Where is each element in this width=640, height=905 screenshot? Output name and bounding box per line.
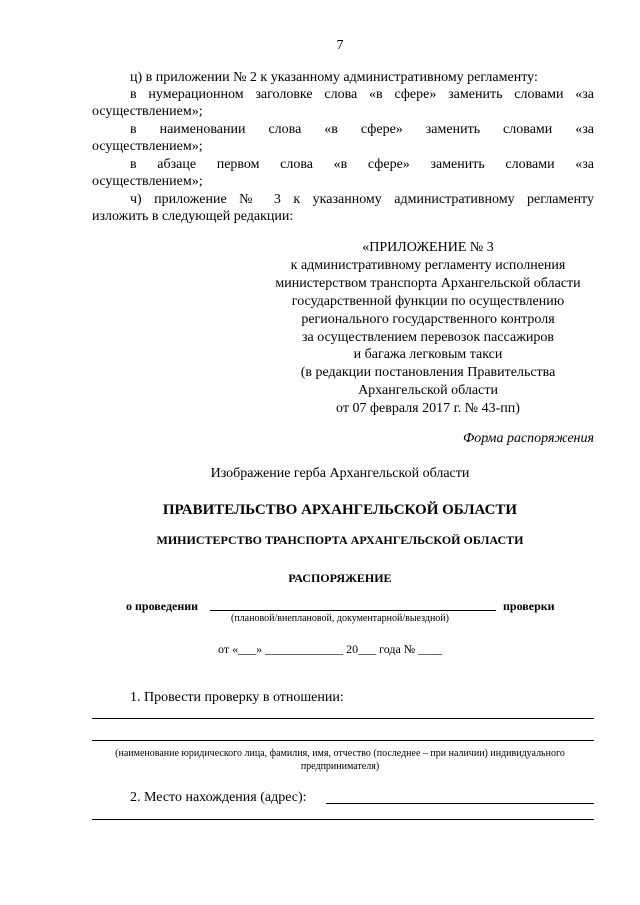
- appendix-header-line: (в редакции постановления Правительства: [300, 365, 556, 380]
- section2-address-blank: [326, 803, 594, 804]
- amendment-ts-line3: в абзаце первом слова «в сфере» заменить словами «за: [130, 157, 594, 172]
- section1-blank-line1: [92, 718, 594, 719]
- ministry-title: МИНИСТЕРСТВО ТРАНСПОРТА АРХАНГЕЛЬСКОЙ ОБЛАСТИ: [156, 533, 524, 547]
- section1-label: 1. Провести проверку в отношении:: [130, 690, 344, 705]
- section1-hint-line2: предпринимателя): [300, 761, 380, 772]
- appendix-header-line: регионального государственного контроля: [301, 312, 555, 327]
- section2-blank-line2: [92, 819, 594, 820]
- order-title: РАСПОРЯЖЕНИЕ: [288, 571, 392, 585]
- appendix-header-line: министерством транспорта Архангельской области: [275, 276, 581, 291]
- order-date-number: от «___» _____________ 20___ года № ____: [218, 642, 443, 656]
- conduct-hint: (плановой/внеплановой, документарной/выездной): [231, 613, 449, 624]
- coat-of-arms-caption: Изображение герба Архангельской области: [210, 466, 470, 481]
- amendment-ts-line1: в нумерационном заголовке слова «в сфере» заменить словами «за: [130, 87, 594, 102]
- appendix-header-line: от 07 февраля 2017 г. № 43-пп): [336, 401, 520, 416]
- appendix-header-line: Архангельской области: [358, 383, 498, 398]
- section1-blank-line2: [92, 740, 594, 741]
- section1-hint-line1: (наименование юридического лица, фамилия, имя, отчество (последнее – при наличии) индивидуального: [115, 748, 565, 759]
- page-number: 7: [336, 38, 344, 53]
- amendment-ts-heading: ц) в приложении № 2 к указанному административному регламенту:: [130, 70, 538, 85]
- conduct-prefix: о проведении: [126, 599, 199, 613]
- conduct-type-blank: [210, 610, 496, 611]
- appendix-header-line: «ПРИЛОЖЕНИЕ № 3: [362, 240, 494, 255]
- amendment-ts-line2-cont: осуществлением»;: [92, 139, 203, 154]
- amendment-ch-line1: ч) приложение № 3 к указанному административному регламенту: [130, 192, 594, 207]
- amendment-ts-line1-cont: осуществлением»;: [92, 104, 203, 119]
- conduct-suffix: проверки: [503, 599, 555, 613]
- appendix-header-line: за осуществлением перевозок пассажиров: [302, 330, 554, 345]
- appendix-header-line: и багажа легковым такси: [353, 347, 503, 362]
- amendment-ts-line3-cont: осуществлением»;: [92, 174, 203, 189]
- section2-label: 2. Место нахождения (адрес):: [130, 790, 307, 805]
- government-title: ПРАВИТЕЛЬСТВО АРХАНГЕЛЬСКОЙ ОБЛАСТИ: [162, 502, 518, 518]
- amendment-ch-line2: изложить в следующей редакции:: [92, 209, 294, 224]
- amendment-ts-line2: в наименовании слова «в сфере» заменить словами «за: [130, 122, 594, 137]
- appendix-header-line: к административному регламенту исполнения: [290, 258, 566, 273]
- appendix-header-line: государственной функции по осуществлению: [291, 294, 565, 309]
- form-label: Форма распоряжения: [462, 431, 594, 446]
